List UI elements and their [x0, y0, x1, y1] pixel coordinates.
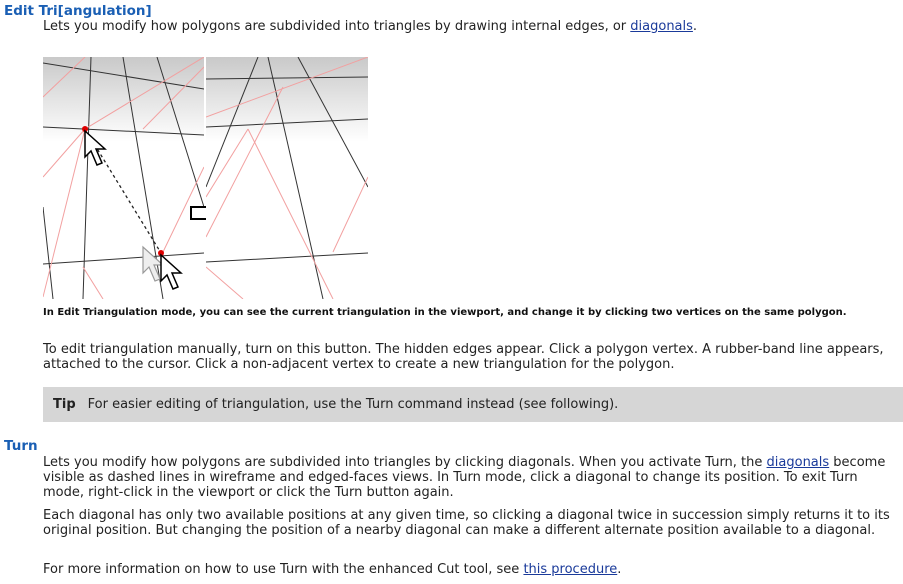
- section-title-edit-triangulation: Edit Tri[angulation]: [4, 3, 152, 19]
- triangulation-illustration: [43, 57, 368, 299]
- edit-triangulation-description: To edit triangulation manually, turn on this button. The hidden edges appear. Click a polygon vertex. A rubber-band line appears, attached to the cursor. Click a non-adjacent vertex to create a new triangulation for the polygon.: [43, 342, 884, 372]
- tip-text: For easier editing of triangulation, use the Turn command instead (see following).: [87, 397, 619, 412]
- turn-paragraph-3: For more information on how to use Turn with the enhanced Cut tool, see this procedure.: [43, 562, 622, 577]
- section-title-turn: Turn: [4, 438, 38, 454]
- tip-label: Tip: [53, 397, 76, 412]
- turn-paragraph-1: Lets you modify how polygons are subdivided into triangles by clicking diagonals. When you activate Turn, the diagonals become visible as dashed lines in wireframe and edged-faces views. In Turn mode, click a diagonal to change its position. To exit Turn mode, right-click in the viewport or click the Turn button again.: [43, 455, 886, 500]
- this-procedure-link[interactable]: this procedure: [523, 562, 618, 577]
- illustration-caption: In Edit Triangulation mode, you can see the current triangulation in the viewport, and change it by clicking two vertices on the same polygon.: [43, 307, 847, 318]
- after-panel: [206, 57, 368, 299]
- before-panel: [43, 57, 204, 299]
- diagonals-link-2[interactable]: diagonals: [766, 455, 830, 470]
- intro-paragraph: Lets you modify how polygons are subdivided into triangles by drawing internal edges, or diagonals.: [43, 19, 698, 34]
- turn-paragraph-2: Each diagonal has only two available positions at any given time, so clicking a diagonal twice in succession simply returns it to its original position. But changing the position of a nearby diagonal can make a different alternate position available to a diagonal.: [43, 508, 890, 538]
- diagonals-link[interactable]: diagonals: [630, 19, 693, 34]
- tip-box: [43, 387, 903, 422]
